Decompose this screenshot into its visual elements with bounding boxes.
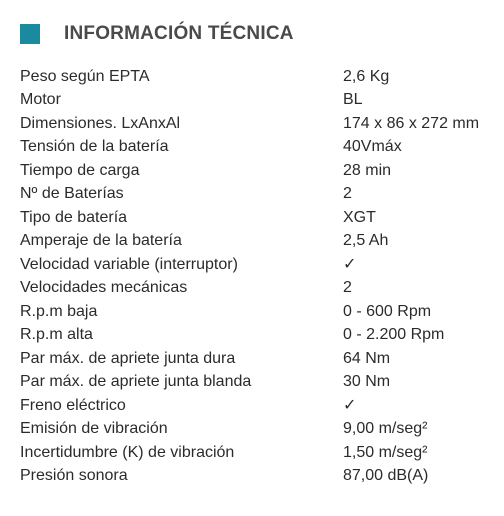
spec-value: 9,00 m/seg² xyxy=(343,420,428,438)
spec-row xyxy=(20,89,504,113)
section-header xyxy=(20,24,294,44)
spec-value: 64 Nm xyxy=(343,349,391,367)
spec-value: BL xyxy=(343,91,363,109)
spec-value: 1,50 m/seg² xyxy=(343,443,428,461)
spec-label: Par máx. de apriete junta dura xyxy=(20,349,236,367)
section-title: INFORMACIÓN TÉCNICA xyxy=(64,23,294,44)
spec-label: Emisión de vibración xyxy=(20,420,168,438)
spec-label: Par máx. de apriete junta blanda xyxy=(20,373,252,391)
spec-label: R.p.m alta xyxy=(20,326,93,344)
checkmark-icon: ✓ xyxy=(343,396,357,414)
checkmark-icon: ✓ xyxy=(343,255,357,273)
spec-row xyxy=(20,441,504,465)
specs-table xyxy=(20,65,504,488)
spec-value: XGT xyxy=(343,208,376,226)
spec-value: 2 xyxy=(343,279,352,297)
spec-row xyxy=(20,183,504,207)
spec-row xyxy=(20,371,504,395)
spec-row xyxy=(20,394,504,418)
spec-row xyxy=(20,65,504,89)
spec-value: 87,00 dB(A) xyxy=(343,467,429,485)
spec-row xyxy=(20,206,504,230)
spec-label: Incertidumbre (K) de vibración xyxy=(20,443,235,461)
spec-label: Dimensiones. LxAnxAl xyxy=(20,114,181,132)
spec-label: Tipo de batería xyxy=(20,208,128,226)
spec-label: R.p.m baja xyxy=(20,302,98,320)
spec-value: 40Vmáx xyxy=(343,138,402,156)
spec-row xyxy=(20,136,504,160)
spec-row xyxy=(20,418,504,442)
spec-row xyxy=(20,465,504,489)
spec-label: Freno eléctrico xyxy=(20,396,126,414)
spec-value: 2,6 Kg xyxy=(343,67,390,85)
spec-value: 2,5 Ah xyxy=(343,232,389,250)
spec-row xyxy=(20,324,504,348)
spec-row xyxy=(20,159,504,183)
spec-value: 28 min xyxy=(343,161,392,179)
spec-label: Peso según EPTA xyxy=(20,67,150,85)
spec-value: 0 - 2.200 Rpm xyxy=(343,326,445,344)
spec-row xyxy=(20,300,504,324)
spec-row xyxy=(20,277,504,301)
spec-label: Motor xyxy=(20,91,61,109)
spec-label: Tensión de la batería xyxy=(20,138,169,156)
spec-row xyxy=(20,112,504,136)
spec-value: 30 Nm xyxy=(343,373,391,391)
spec-label: Presión sonora xyxy=(20,467,128,485)
spec-row xyxy=(20,347,504,371)
spec-row xyxy=(20,253,504,277)
spec-value: 0 - 600 Rpm xyxy=(343,302,432,320)
spec-label: Amperaje de la batería xyxy=(20,232,182,250)
spec-label: Tiempo de carga xyxy=(20,161,140,179)
spec-row xyxy=(20,230,504,254)
spec-label: Velocidades mecánicas xyxy=(20,279,188,297)
spec-value: 2 xyxy=(343,185,352,203)
spec-value: 174 x 86 x 272 mm xyxy=(343,114,480,132)
spec-label: Velocidad variable (interruptor) xyxy=(20,255,238,273)
accent-square-icon xyxy=(20,24,40,44)
spec-label: Nº de Baterías xyxy=(20,185,124,203)
